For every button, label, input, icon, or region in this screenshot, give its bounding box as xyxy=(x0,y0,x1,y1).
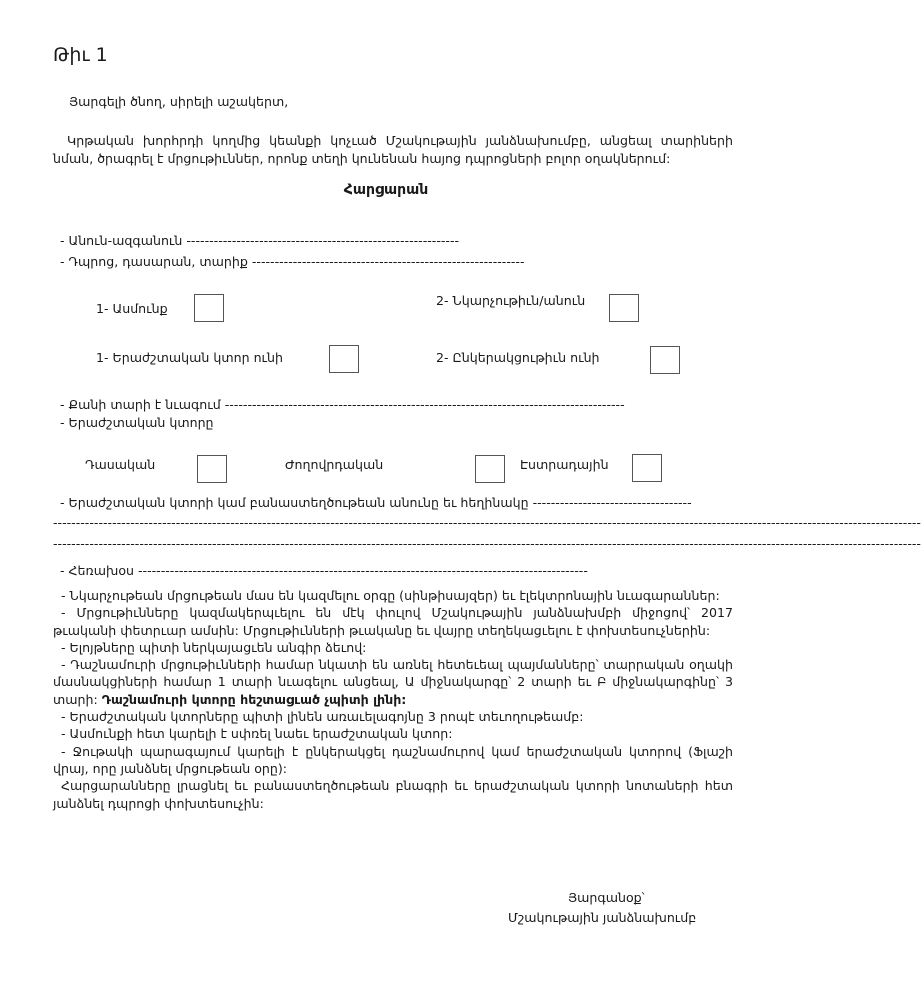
name-field[interactable]: - Անուն-ազգանուն ------------------------------------------------------------ xyxy=(60,233,460,248)
note-2: - Մրցութիւնները կազմակերպւելու են մէկ փուլով Մշակութային յանձնախմբի միջոցով՝ 2017 թւականի փետրւար ամսին: Մրցութիւնների թւականը եւ վայրը տեղեկացւելու է փոխտեսուչներին: xyxy=(53,605,733,638)
years-playing-field[interactable]: - Քանի տարի է նւագում ---------------------------------------------------------------------------------------- xyxy=(60,397,625,412)
music-piece-label: - Երաժշտական կտորը xyxy=(60,415,214,430)
note-4-bold: Դաշնամուրի կտորը հեշտացւած չպիտի լինի: xyxy=(101,691,407,707)
author-extra-line-2[interactable]: ----------------------------------------------------------------------------------------------------------------------------------------------------------------------------------------------- xyxy=(53,536,921,551)
intro-paragraph: Կրթական խորհրդի կողմից կեանքի կոչւած Մշակութային յանձնախումբը, անցեալ տարիների նման, ծրագրել է մրցութիւններ, որոնք տեղի կունենան հայոց դպրոցների բոլոր օղակներում: xyxy=(53,133,733,166)
note-1: - Նկարչութեան մրցութեան մաս են կազմելու օրգը (սինթիսայզեր) եւ էլեկտրոնային նւագարաններ: xyxy=(61,588,720,603)
option-painting-label: 2- Նկարչութիւն/անուն xyxy=(436,293,586,308)
note-4 xyxy=(53,656,733,708)
note-8: Հարցարանները լրացնել եւ բանաստեղծութեան բնագրի եւ երաժշտական կտորի նոտաների հետ յանձնել դպրոցի փոխտեսուչին: xyxy=(53,778,733,811)
signature-regards: Յարգանօք՝ xyxy=(568,890,645,905)
signature-committee: Մշակութային յանձնախումբ xyxy=(508,910,697,925)
classical-label: Դասական xyxy=(85,457,156,472)
note-6: - Ասմունքի հետ կարելի է սփռել նաեւ երաժշտական կտոր: xyxy=(61,726,453,742)
folk-checkbox[interactable] xyxy=(475,455,505,483)
phone-field[interactable]: - Հեռախօս --------------------------------------------------------------------------------------------------- xyxy=(60,563,588,578)
recitation-checkbox[interactable] xyxy=(194,294,224,322)
pop-checkbox[interactable] xyxy=(632,454,662,482)
classical-checkbox[interactable] xyxy=(197,455,227,483)
painting-checkbox[interactable] xyxy=(609,294,639,322)
greeting: Յարգելի ծնող, սիրելի աշակերտ, xyxy=(69,94,289,109)
note-3: - Ելոյթները պիտի ներկայացւեն անգիր ձեւով: xyxy=(61,639,367,655)
school-field[interactable]: - Դպրոց, դասարան, տարիք ------------------------------------------------------------ xyxy=(60,254,525,269)
notes-section xyxy=(53,587,733,812)
author-field[interactable]: - Երաժշտական կտորի կամ բանաստեղծութեան անունը եւ հեղինակը ----------------------------------- xyxy=(60,495,692,510)
document-number: Թիւ 1 xyxy=(53,44,108,66)
note-7: - Ջութակի պարագայում կարելի է ընկերակցել դաշնամուրով կամ երաժշտական կտորով (Ֆլաշի վրայ, որը յանձնել մրցութեան օրը): xyxy=(53,743,733,776)
option-accompaniment-label: 2- Ընկերակցութիւն ունի xyxy=(436,350,600,365)
option-music-label: 1- Երաժշտական կտոր ունի xyxy=(96,350,283,365)
folk-label: Ժողովրդական xyxy=(285,457,384,472)
option-recitation-label: 1- Ասմունք xyxy=(96,301,168,316)
note-5: - Երաժշտական կտորները պիտի լինեն առաւելագոյնը 3 րոպէ տեւողութեամբ: xyxy=(61,709,584,725)
author-extra-line-1[interactable]: ----------------------------------------------------------------------------------------------------------------------------------------------------------------------------------------------- xyxy=(53,515,921,530)
music-checkbox[interactable] xyxy=(329,345,359,373)
pop-label: Էստրադային xyxy=(520,457,609,472)
form-heading: Հարցարան xyxy=(343,182,429,198)
accompaniment-checkbox[interactable] xyxy=(650,346,680,374)
note-4-text: - Դաշնամուրի մրցութիւնների համար նկատի են առնել հետեւեալ պայմանները՝ տարրական օղակի մասնակցիների համար 1 տարի նւագելու անցեալ, Ա միջնակարգը՝ 2 տարի եւ Բ միջնակարգինը՝ 3 տարի: xyxy=(53,657,733,707)
